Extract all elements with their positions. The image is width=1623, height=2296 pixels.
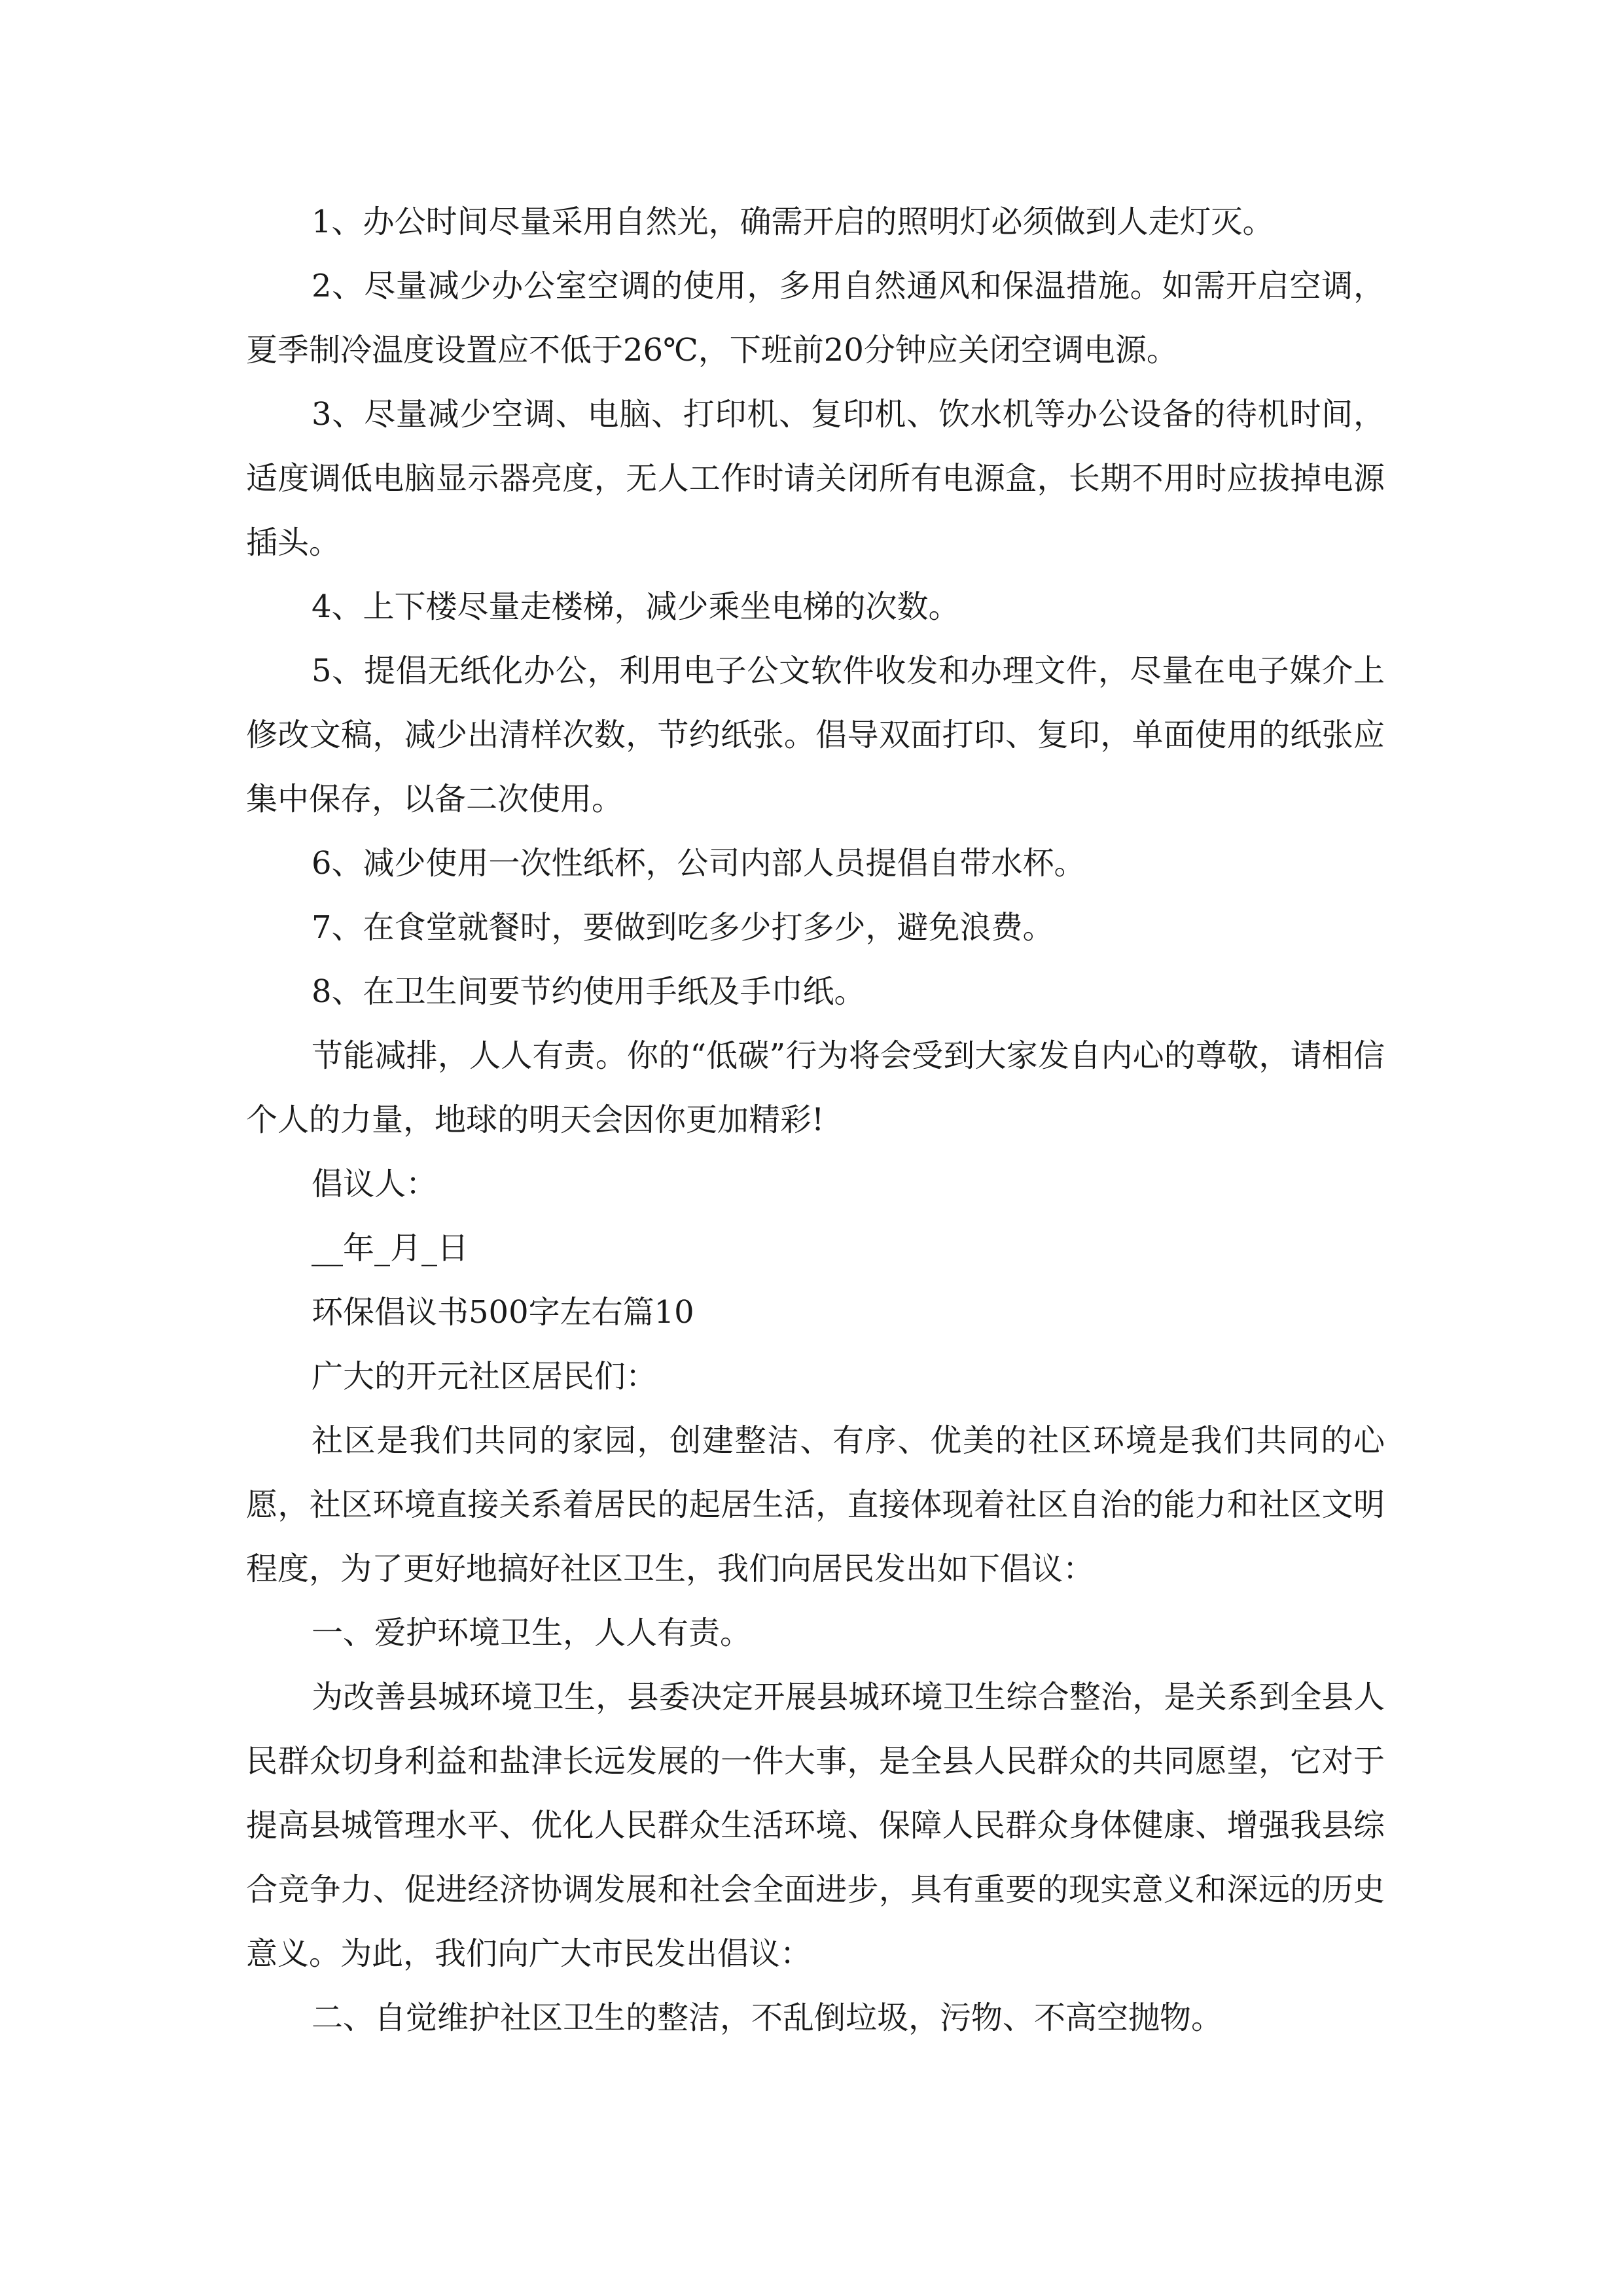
salutation: 广大的开元社区居民们： [312, 1358, 658, 1395]
point-one-heading: 一、爱护环境卫生，人人有责。 [312, 1615, 752, 1651]
paragraph-item-6: 6、减少使用一次性纸杯，公司内部人员提倡自带水杯。 [312, 845, 1086, 882]
closing-paragraph: 节能减排，人人有责。你的“低碳”行为将会受到大家发自内心的尊敬，请相信个人的力量，地球的明天会因你更加精彩! [246, 1037, 1385, 1138]
paragraph-item-4: 4、上下楼尽量走楼梯，减少乘坐电梯的次数。 [312, 588, 960, 625]
section-title: 环保倡议书500字左右篇10 [312, 1294, 694, 1331]
paragraph-item-2: 2、尽量减少办公室空调的使用，多用自然通风和保温措施。如需开启空调，夏季制冷温度设置应不低于26℃，下班前20分钟应关闭空调电源。 [246, 268, 1385, 368]
paragraph-item-5: 5、提倡无纸化办公，利用电子公文软件收发和办理文件，尽量在电子媒介上修改文稿，减少出清样次数，节约纸张。倡导双面打印、复印，单面使用的纸张应集中保存，以备二次使用。 [246, 653, 1385, 817]
paragraph-item-8: 8、在卫生间要节约使用手纸及手巾纸。 [312, 973, 866, 1010]
document-body [246, 190, 1385, 2050]
paragraph-item-7: 7、在食堂就餐时，要做到吃多少打多少，避免浪费。 [312, 909, 1054, 946]
point-two-heading: 二、自觉维护社区卫生的整洁，不乱倒垃圾，污物、不高空抛物。 [312, 2000, 1223, 2036]
paragraph-item-1: 1、办公时间尽量采用自然光，确需开启的照明灯必须做到人走灯灭。 [312, 204, 1274, 240]
intro-paragraph: 社区是我们共同的家园，创建整洁、有序、优美的社区环境是我们共同的心愿，社区环境直接关系着居民的起居生活，直接体现着社区自治的能力和社区文明程度，为了更好地搞好社区卫生，我们向居民发出如下倡议： [246, 1422, 1385, 1587]
date-line: __年_月_日 [312, 1230, 469, 1266]
point-one-body: 为改善县城环境卫生，县委决定开展县城环境卫生综合整治，是关系到全县人民群众切身利益和盐津长远发展的一件大事，是全县人民群众的共同愿望，它对于提高县城管理水平、优化人民群众生活环境、保障人民群众身体健康、增强我县综合竞争力、促进经济协调发展和社会全面进步，具有重要的现实意义和深远的历史意义。为此，我们向广大市民发出倡议： [246, 1679, 1385, 1972]
signature-label: 倡议人： [312, 1166, 438, 1202]
paragraph-item-3: 3、尽量减少空调、电脑、打印机、复印机、饮水机等办公设备的待机时间，适度调低电脑显示器亮度，无人工作时请关闭所有电源盒，长期不用时应拔掉电源插头。 [246, 396, 1385, 561]
